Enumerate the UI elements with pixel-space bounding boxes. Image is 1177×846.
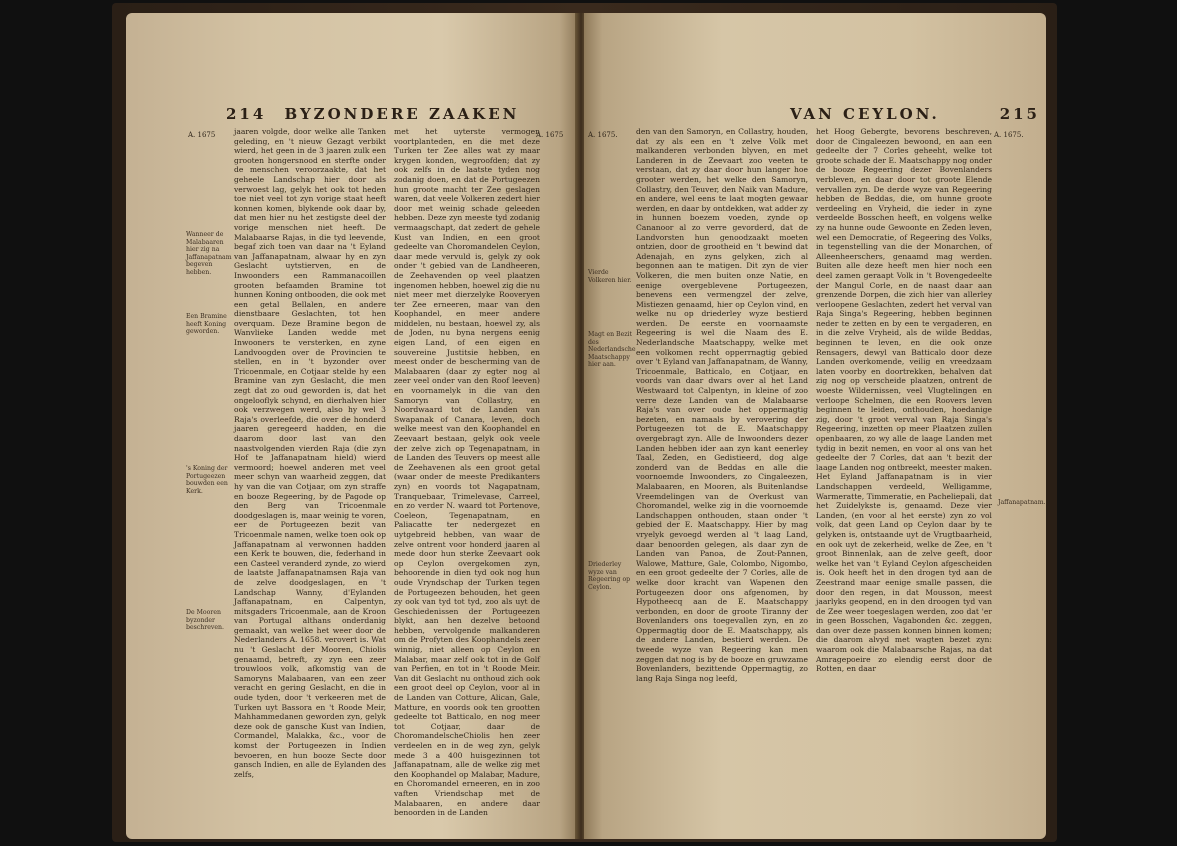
margin-note: Driederley wyze van Regeering op Ceylon.: [588, 561, 631, 591]
right-text-column-1: den van den Samoryn, en Collastry, houden, dat zy als een en 't zelve Volk met malkanderen verbonden blyven, en met Landeren in de Zeevaart zoo veeten te verstaan, dat zy daar door hun langer hoe grooter werden, het welke den Samoryn, Collastry, den Teuver, den Naik van Madure, en andere, wel eens te laat mogten gewaar werden, en daar by ontdekken, wat adder zy in hunnen boezem voeden, zynde op Cananoor al zo verre gevorderd, dat de Landvorsten hun genoodzaakt moeten ontzien, door de grootheid en 't bewind dat Adenajah, en zyns gelyken, zich al begonnen aan te matigen. Dit zyn de vier Volkeren, die men buiten onze Natie, en eenige overgeblevene Portugeezen, benevens een vermengzel der zelve, Mistiezen genaamd, hier op Ceylon vind, en welke nu op driederley wyze bestierd werden. De eerste en voornaamste Regeering is wel die Naam des E. Nederlandsche Maatschappy, welke met een volkomen recht opperrnagtig gebied over 't Eyland van Jaffanapatnam, de Wanny, Tricoenmale, Batticalo, en Cotjaar, en voords van daar dwars over al het Land Westwaard tot Calpentyn, in kleine of zoo verre deze Landen van de Malabaarse Raja's van over oude het oppermagtig bezeten, en namaals by verovering der Portugeezen tot de E. Maatschappy overgebragt zyn. Alle de Inwoonders dezer Landen hebben ider aan zyn kant eenerley Taal, Zeden, en Gedistieerd, dog alge zonderd van de Beddas en alle die voornoemde Inwoonders, zo Cingaleezen, Malabaaren, en Mooren, als Buitenlandse Vreemdelingen van de Overkust van Choromandel, welke zig in die voornoemde Landschappen onthouden, staan onder 't gebied der E. Maatschappy. Hier by mag vryelyk gevoegd werden al 't laag Land, daar benoorden gelegen, als daar zyn de Landen van Panoa, de Zout-Pannen, Walowe, Matture, Gale, Colombo, Nigombo, en een groot gedeelte der 7 Corles, alle de welke door kracht van Wapenen den Portugeezen door ons afgenomen, by Hypotheecq aan de E. Maatschappy verbonden, en door de groote Tiranny der Bovenlanders ons toegevallen zyn, en zo Oppermagtig door de E. Maatschappy, als de andere Landen, bestierd werden. De tweede wyze van Regeering kan men zeggen dat nog is by de booze en gruwzame Bovenlanders, bezittende Oppermagtig, zo lang Raja Singa nog leefd,: [636, 127, 808, 683]
left-year-margin: A. 1675: [188, 131, 216, 139]
margin-note: Magt en Bezit des Nederlandsche Maatschappy hier aan.: [588, 331, 636, 369]
right-year-margin-right: A. 1675.: [994, 131, 1024, 139]
margin-note: De Mooren byzonder beschreven.: [186, 609, 224, 632]
left-page-number: 214: [226, 105, 267, 123]
margin-note: Een Bramine heeft Koning geworden.: [186, 313, 227, 336]
left-page: [126, 13, 578, 839]
right-page-number: 215: [999, 105, 1040, 123]
left-year-margin-right: A. 1675: [536, 131, 564, 139]
left-running-title: BYZONDERE ZAAKEN: [284, 105, 520, 123]
margin-note: 's Koning der Portugeezen bouwden een Kerk.: [186, 465, 228, 495]
left-text-column-1: jaaren volgde, door welke alle Tanken geleding, en 't nieuw Gezagt verbikt wierd, het geen in de 3 jaaren zulk een grooten hongersnood en sterfte onder de menschen veroorzaakte, dat het geheele Landschap hier door als verwoest lag, gelyk het ook tot heden toe niet veel tot zyn vorige staat heeft konnen komen, blykende ook daar by, dat men hier nu het zestigste deel der vorige menschen niet heeft. De Malabaarse Rajas, in die tyd leevende, begaf zich toen van daar na 't Eyland van Jaffanapatnam, alwaar hy en zyn Geslacht uytstierven, en de Inwoonders een Rammanacoillen grooten befaamden Bramine tot hunnen Koning ontbooden, die ook met een getal Bellalen, en andere dienstbaare Geslachten, tot hen overquam. Deze Bramine begon de Wanvlieke Landen wedde met Inwooners te versterken, en zyne Landvoogden over de Provincien te stellen, en in 't byzonder over Tricoenmale, en Cotjaar stelde hy een Bramine van zyn Geslacht, die men zegt dat zo oud geworden is, dat het ongelooflyk schynd, en dierhalven hier ook verzwegen werd, also hy wel 3 Raja's overleefde, die over de honderd jaaren geregeerd hadden, en die daarom door last van den naastvolgenden vierden Raja (die zyn Hof te Jaffanapatnam hield) wierd vermoord; hoewel anderen met veel meer schyn van waarheid zeggen, dat hy van die van Cotjaar, om zyn straffe en booze Regeering, by de Pagode op den Berg van Tricoenmale doodgeslagen is, maar weinig te voren, eer de Portugeezen bezit van Tricoenmale namen, welke toen ook op Jaffanapatnam al verwonnen hadden een Kerk te bouwen, die, federhand in een Casteel veranderd zynde, zo wierd de laatste Jaffanapatnamsen Raja van de zelve doodgeslagen, en 't Landschap Wanny, d'Eylanden Jaffanapatnam, en Calpentyn, mitsgaders Tricoenmale, aan de Kroon van Portugal althans onderdanig gemaakt, van welke het weer door de Nederlanders A. 1658. verovert is. Wat nu 't Geslacht der Mooren, Chiolis genaamd, betreft, zy zyn een zeer trouwloos volk, afkomstig van de Samoryns Malabaaren, van een zeer veracht en gering Geslacht, en die in oude tyden, door 't verkeeren met de Turken uyt Bassora en 't Roode Meir, Mahhammedanen geworden zyn, gelyk deze ook de gansche Kust van Indien, Cormandel, Malakka, &c., voor de komst der Portugeezen in Indien bevoeren, en hun booze Secte door gansch Indien, en alle de Eylanden des zelfs,: [234, 127, 386, 779]
left-text-column-2: met het uyterste vermogen voortplanteden, en die met deze Turken ter Zee alles wat zy maar krygen konden, wegroofden; dat zy ook zelfs in de laatste tyden nog zodanig doen, en dat de Portugeezen hun groote macht ter Zee geslagen waren, dat veele Volkeren zedert hier door met weinig schade geleeden hebben. Deze zyn meeste tyd zodanig vermaagschapt, dat zedert de gehele Kust van Indien, en een groot gedeelte van Choromandelen Ceylon, daar mede vervuld is, gelyk zy ook onder 't gebied van de Landheeren, de Zeehavenden op veel plaatzen ingenomen hebben, hoewel zig die nu niet meer met dierzelyke Rooveryen ter Zee erneeren, maar van den Koophandel, en meer andere middelen, nu bestaan, hoewel zy, als de Joden, nu byna nergens eenig eigen Land, of een eigen en souvereine Justitsie hebben, en meest onder de bescherming van de Malabaaren (daar zy egter nog al zeer veel onder van den Roof leeven) en voornamelyk in die van den Samoryn van Collastry, en Noordwaard tot de Landen van Swapanak of Canara, leven, doch welke meest van den Koophandel en Zeevaart bestaan, gelyk ook veele der zelve zich op Tegenapatnam, in de Landen des Teuvers op meest alle de Zeehavenen als een groot getal (waar onder de meeste Predikanters zyn) en voords tot Nagapatnam, Tranquebaar, Trimelevase, Carreel, en zo verder N. waard tot Portenove, Coeleon, Tegenapatnam, en Paliacatte ter nedergezet en uytgebreid hebben, van waar de zelve ontrent voor honderd jaaren al mede door hun sterke Zeevaart ook op Ceylon overgekomen zyn, behoorende in dien tyd ook nog hun oude Vryndschap der Turken tegen de Portugeezen behouden, het geen zy ook van tyd tot tyd, zoo als uyt de Geschiedenissen der Portugeezen blykt, aan hen dezelve betoond hebben, vervolgende malkanderen om de Profyten des Koophandels zeer winnig, niet alleen op Ceylon en Malabar, maar zelf ook tot in de Golf van Perfien, en tot in 't Roode Meir. Van dit Geslacht nu onthoud zich ook een groot deel op Ceylon, voor al in de Landen van Cotture, Alican, Gale, Matture, en voords ook ten grootten gedeelte tot Batticalo, en nog meer tot Cotjaar, daar de ChoromandelscheChiolis hen zeer verdeelen en in de weg zyn, gelyk mede 3 a 400 huisgezinnen tot Jaffanapatnam, alle de welke zig met den Koophandel op Malabar, Madure, en Choromandel erneeren, en in zoo vaften Vriendschap met de Malabaaren, en andere daar benoorden in de Landen: [394, 127, 540, 818]
margin-note: Jaffanapatnam.: [998, 499, 1046, 506]
margin-note: Wanneer de Malabaaren hier zig na Jaffanapatnam begeven hebben.: [186, 231, 232, 276]
right-year-margin: A. 1675.: [588, 131, 618, 139]
open-book: [112, 3, 1057, 842]
right-page: [584, 13, 1046, 839]
margin-note: Vierde Volkeren hier.: [588, 269, 632, 284]
left-running-head: [226, 105, 519, 123]
right-running-title: VAN CEYLON.: [790, 105, 940, 123]
right-text-column-2: het Hoog Gebergte, bevorens beschreven, door de Cingaleezen bewoond, en aan een gedeelte der 7 Corles geheeht, welke tot groote schade der E. Maatschappy nog onder de booze Regeering dezer Bovenlanders verbleven, en daar door tot groote Elende vervallen zyn. De derde wyze van Regeering hebben de Beddas, die, om hunne groote verdeeling en Vryheid, die ieder in zyne verdeelde Bosschen heeft, en volgens welke zy na hunne oude Gewoonte en Zeden leven, wel een Democratie, of Regeering des Volks, in tegenstelling van die der Monarchen, of Alleenheerschers, genaamd mag werden. Buiten alle deze heeft men hier noch een deel zamen geraapt Volk in 't Bovengedeelte der Mangul Corle, en de naast daar aan grenzende Dorpen, die zich hier van allerley verloopene Geslachten, zedert het verval van Raja Singa's Regeering, hebben beginnen neder te zetten en by een te vergaderen, en in die zelve Vryheid, als de wilde Beddas, beginnen te leven, en die ook onze Rensagers, dewyl van Batticalo door deze Landen overkomende, veilig en vreedzaam laten voorby en doortrekken, behalven dat zig nog op verscheide plaatzen, ontrent de woeste Wildernissen, veel Vlugtelingen en verloope Schelmen, die een Roovers leven beginnen te leiden, onthouden, hoedanige zig, door 't groot verval van Raja Singa's Regeering, inzetten op meer Plaatzen zullen openbaaren, zo wy alle de laage Landen met tydig in bezit nemen, en voor al ons van het gedeelte der 7 Corles, dat aan 't bezit der laage Landen nog ontbreekt, meester maken. Het Eyland Jaffanapatnam is in vier Landschappen verdeeld, Welligamme, Warmeratte, Timmeratie, en Pacheliepali, dat het Zuidelykste is, genaamd. Deze vier Landen, (en voor al het eerste) zyn zo vol volk, dat geen Land op Ceylon daar by te gelyken is, ontstaande uyt de Vrugtbaarheid, en ook uyt de zekerheid, welke de Zee, en 't groot Binnenlak, aan de zelve geeft, door welke het van 't Eyland Ceylon afgescheiden is. Ook heeft het in den drogen tyd aan de Zeestrand maar eenige smalle passen, die door den regen, in dat Mousson, meest jaarlyks geopend, en in den droogen tyd van de Zee weer toegeslagen werden, zoo dat 'er in geen Bosschen, Vagabonden &c. zeggen, dan over deze passen konnen binnen komen; die daarom alvyd met wagten bezet zyn: waarom ook die Malabaarsche Rajas, na dat Amragepoeire zo elendig eerst door de Rotten, en daar: [816, 127, 992, 674]
